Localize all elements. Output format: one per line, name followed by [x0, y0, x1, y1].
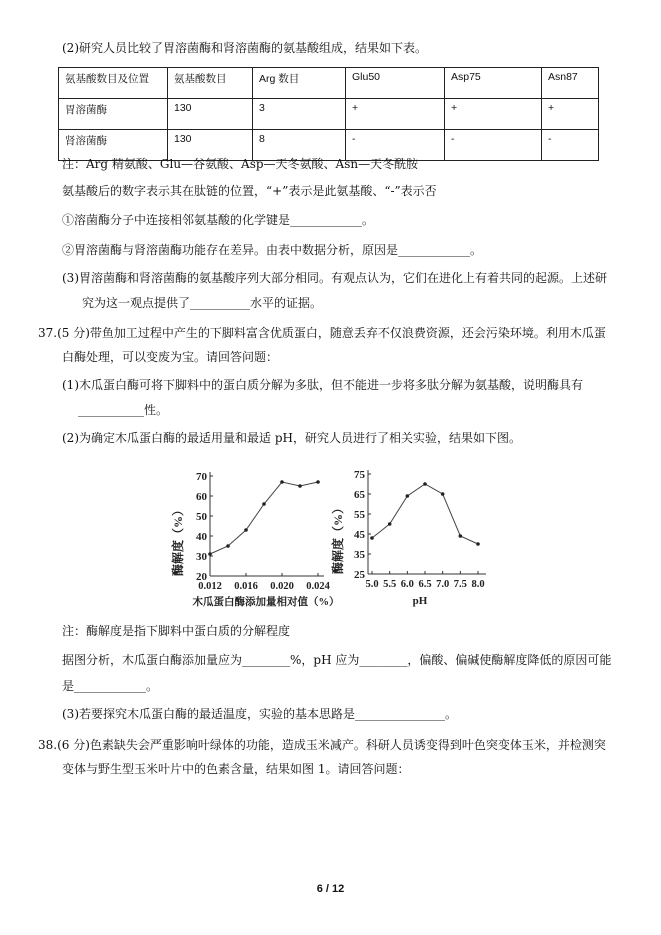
y-tick-label: 30 [196, 551, 207, 563]
table-header-cell: 氨基酸数目 [168, 68, 253, 99]
chart-enzyme-dosage [168, 462, 343, 610]
amino-acid-table [58, 67, 599, 161]
analysis-line2: 是____________。 [62, 679, 159, 693]
data-point [262, 502, 266, 506]
table-header-row [59, 68, 599, 99]
x-tick-label: 7.0 [436, 579, 450, 590]
data-point [423, 482, 427, 486]
chart-xlabel: 木瓜蛋白酶添加量相对值（%） [192, 597, 340, 608]
question-37-1-line2: ___________性。 [78, 403, 169, 417]
y-tick-label: 60 [196, 491, 207, 503]
analysis-line1: 据图分析，木瓜蛋白酶添加量应为________%，pH 应为________，偏酸、偏碱使酶解度降低的原因可能 [62, 653, 612, 667]
x-tick-label: 5.0 [365, 579, 379, 590]
data-point [316, 480, 320, 484]
chart-ylabel: 酶解度（%） [331, 501, 345, 575]
question-37-line1: 37.(5 分)带鱼加工过程中产生的下脚料富含优质蛋白，随意丢弃不仅浪费资源，还会污染环境。利用木瓜蛋 [38, 326, 606, 340]
x-tick-label: 0.020 [270, 581, 294, 592]
data-point [406, 494, 410, 498]
y-tick-label: 20 [196, 571, 207, 583]
table-cell: - [346, 130, 445, 161]
table-header-cell: Asp75 [445, 68, 542, 99]
x-tick-label: 0.012 [198, 581, 222, 592]
table-cell: 3 [253, 99, 346, 130]
data-point [370, 536, 374, 540]
data-point [226, 544, 230, 548]
table-row [59, 99, 599, 130]
data-point [459, 534, 463, 538]
table-cell: 8 [253, 130, 346, 161]
table-header-cell: 氨基酸数目及位置 [59, 68, 168, 99]
data-point [208, 552, 212, 556]
data-point [441, 492, 445, 496]
data-point [298, 484, 302, 488]
table-cell: 肾溶菌酶 [59, 130, 168, 161]
y-tick-label: 70 [196, 471, 207, 483]
y-tick-label: 65 [354, 489, 365, 501]
q2-intro: (2)研究人员比较了胃溶菌酶和肾溶菌酶的氨基酸组成，结果如下表。 [62, 41, 428, 55]
table-cell: + [542, 99, 599, 130]
table-cell: + [346, 99, 445, 130]
data-point [244, 528, 248, 532]
question-37-1-line1: (1)木瓜蛋白酶可将下脚料中的蛋白质分解为多肽，但不能进一步将多肽分解为氨基酸，说明酶具有 [62, 378, 584, 392]
table-cell: + [445, 99, 542, 130]
table-cell: 130 [168, 130, 253, 161]
data-point [388, 522, 392, 526]
chart-ylabel: 酶解度（%） [171, 503, 185, 577]
series-line [372, 484, 478, 544]
y-tick-label: 35 [354, 549, 365, 561]
question-3-line2: 究为这一观点提供了__________水平的证据。 [82, 296, 323, 310]
table-header-cell: Glu50 [346, 68, 445, 99]
question-37-2-intro: (2)为确定木瓜蛋白酶的最适用量和最适 pH，研究人员进行了相关实验，结果如下图。 [62, 431, 521, 445]
data-point [280, 480, 284, 484]
question-2a: ①溶菌酶分子中连接相邻氨基酸的化学键是____________。 [62, 213, 375, 227]
table-header-cell: Arg 数目 [253, 68, 346, 99]
table-cell: - [445, 130, 542, 161]
chart-note: 注：酶解度是指下脚料中蛋白质的分解程度 [62, 624, 291, 638]
table-cell: 胃溶菌酶 [59, 99, 168, 130]
question-38-line2: 变体与野生型玉米叶片中的色素含量，结果如图 1。请回答问题： [62, 762, 410, 776]
question-37-line2: 白酶处理，可以变废为宝。请回答问题： [62, 350, 279, 364]
x-tick-label: 8.0 [471, 579, 485, 590]
y-tick-label: 55 [354, 509, 365, 521]
data-point [476, 542, 480, 546]
table-header-cell: Asn87 [542, 68, 599, 99]
y-tick-label: 50 [196, 511, 207, 523]
x-tick-label: 6.5 [418, 579, 432, 590]
y-tick-label: 40 [196, 531, 207, 543]
series-line [210, 482, 318, 554]
y-tick-label: 45 [354, 529, 365, 541]
question-37-3: (3)若要探究木瓜蛋白酶的最适温度，实验的基本思路是_______________。 [62, 707, 458, 721]
chart-xlabel: pH [412, 595, 428, 607]
y-tick-label: 25 [354, 569, 365, 581]
table-cell: - [542, 130, 599, 161]
question-3-line1: (3)胃溶菌酶和肾溶菌酶的氨基酸序列大部分相同。有观点认为，它们在进化上有着共同的起源。上述研 [62, 271, 608, 285]
x-tick-label: 0.016 [234, 581, 258, 592]
x-tick-label: 7.5 [453, 579, 467, 590]
question-38-line1: 38.(6 分)色素缺失会严重影响叶绿体的功能，造成玉米减产。科研人员诱变得到叶色突变体玉米，并检测突 [38, 738, 606, 752]
y-tick-label: 75 [354, 469, 365, 481]
page-number: 6 / 12 [316, 883, 345, 895]
x-tick-label: 5.5 [383, 579, 397, 590]
chart-ph [328, 458, 503, 610]
table-note-abbreviations: 注：Arg 精氨酸、Glu—谷氨酸、Asp—天冬氨酸、Asn—天冬酰胺 [62, 157, 419, 171]
table-note-symbols: 氨基酸后的数字表示其在肽链的位置，“+”表示是此氨基酸、“-”表示否 [62, 184, 437, 198]
x-tick-label: 0.024 [306, 581, 330, 592]
table-cell: 130 [168, 99, 253, 130]
question-2b: ②胃溶菌酶与肾溶菌酶功能存在差异。由表中数据分析，原因是____________。 [62, 243, 483, 257]
x-tick-label: 6.0 [400, 579, 414, 590]
